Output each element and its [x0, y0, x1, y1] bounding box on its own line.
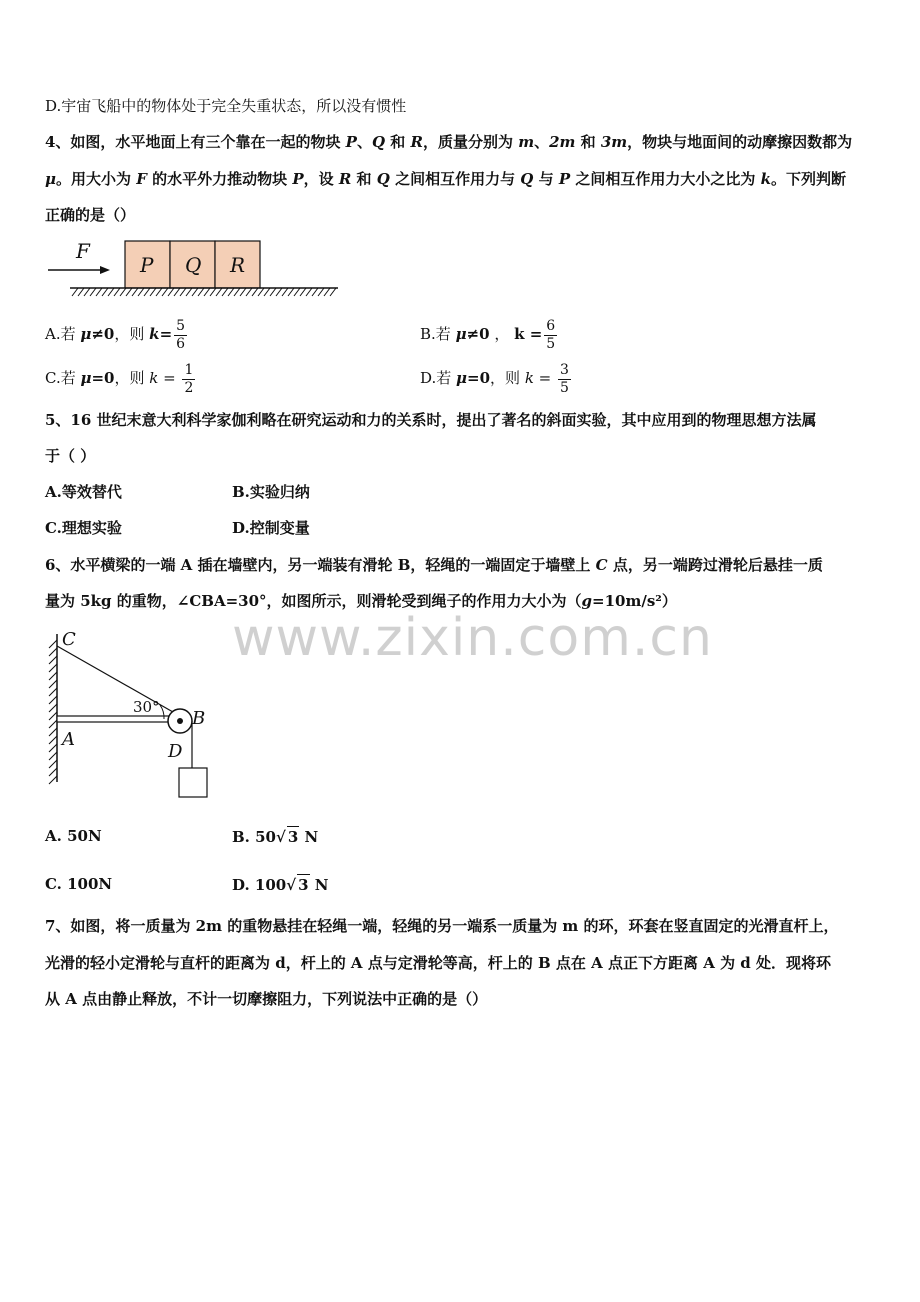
watermark: www.zixin.com.cn [232, 608, 713, 668]
q6-stem-line2: 量为 5kg 的重物，∠CBA=30°，如图所示，则滑轮受到绳子的作用力大小为（g=10m/s²） [45, 592, 677, 610]
pulley-axle [177, 718, 183, 724]
q4-stem-line3: 正确的是（） [45, 206, 136, 224]
ground-hatching [72, 288, 336, 296]
q5-stem-line2: 于（ ） [45, 447, 96, 465]
q5-option-d[interactable]: D.控制变量 [232, 519, 310, 537]
weight-block [179, 768, 207, 797]
q4-option-d[interactable]: D.若 μ=0，则 k = $\frac{3}{5}$ [420, 361, 569, 396]
q5-option-c[interactable]: C.理想实验 [45, 519, 122, 537]
label-a: A [62, 729, 75, 750]
beam-ab [57, 716, 175, 722]
q4-option-c[interactable]: C.若 μ=0，则 k = $\frac{1}{2}$ [45, 361, 194, 396]
q6-pulley-figure [40, 630, 220, 805]
q5-option-b[interactable]: B.实验归纳 [232, 483, 310, 501]
q5-stem-line1: 5、16 世纪末意大利科学家伽利略在研究运动和力的关系时，提出了著名的斜面实验，其中应用到的物理思想方法属 [45, 411, 817, 429]
q4-stem-line2: μ。用大小为 F 的水平外力推动物块 P，设 R 和 Q 之间相互作用力与 Q 与 P 之间相互作用力大小之比为 k。下列判断 [45, 170, 846, 188]
q6-option-c[interactable]: C. 100N [45, 875, 113, 893]
q6-stem-line1: 6、水平横梁的一端 A 插在墙壁内，另一端装有滑轮 B，轻绳的一端固定于墙壁上 C 点，另一端跨过滑轮后悬挂一质 [45, 556, 823, 574]
block-q-label: Q [185, 253, 202, 277]
q7-stem-line1: 7、如图，将一质量为 2m 的重物悬挂在轻绳一端，轻绳的另一端系一质量为 m 的环，环套在竖直固定的光滑直杆上， [45, 917, 839, 935]
angle-label: 30° [133, 698, 160, 716]
q6-option-d[interactable]: D. 100√ 3 N [232, 876, 329, 894]
rope-cb [57, 646, 180, 716]
force-arrow [48, 266, 110, 274]
block-r-label: R [230, 253, 246, 277]
wall-hatching [49, 640, 57, 784]
q4-option-b[interactable]: B.若 μ≠0 ， k = $\frac{6}{5}$ [420, 317, 556, 352]
q7-stem-line3: 从 A 点由静止释放，不计一切摩擦阻力，下列说法中正确的是（） [45, 990, 488, 1008]
label-d: D [168, 741, 183, 762]
force-label: F [76, 239, 90, 263]
label-b: B [192, 708, 206, 729]
q6-option-b[interactable]: B. 50√ 3 N [232, 828, 319, 846]
q4-blocks-figure [40, 236, 350, 300]
q7-stem-line2: 光滑的轻小定滑轮与直杆的距离为 d，杆上的 A 点与定滑轮等高，杆上的 B 点在 A 点正下方距离 A 为 d 处．现将环 [45, 954, 832, 972]
q5-option-a[interactable]: A.等效替代 [45, 483, 122, 501]
q4-stem-line1: 4、如图，水平地面上有三个靠在一起的物块 P、Q 和 R，质量分别为 m、2m 和 3m，物块与地面间的动摩擦因数都为 [45, 133, 853, 151]
q3-option-d: D.宇宙飞船中的物体处于完全失重状态，所以没有惯性 [45, 97, 407, 115]
q4-option-a[interactable]: A.若 μ≠0，则 k= $\frac{5}{6}$ [45, 317, 186, 352]
label-c: C [62, 629, 76, 650]
q6-option-a[interactable]: A. 50N [45, 827, 102, 845]
block-p-label: P [140, 253, 154, 277]
